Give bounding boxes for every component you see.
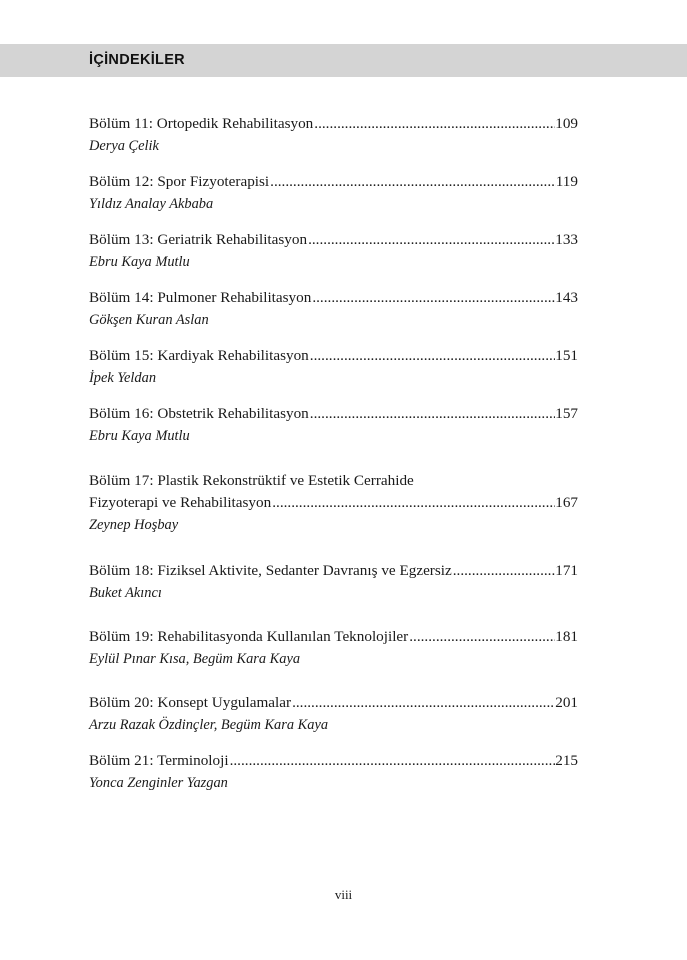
chapter-title-line1: Bölüm 17: Plastik Rekonstrüktif ve Estetik Cerrahide: [89, 472, 414, 489]
page-number: 167: [555, 494, 578, 511]
chapter-title: Bölüm 16: Obstetrik Rehabilitasyon: [89, 405, 309, 422]
page-number: 151: [555, 347, 578, 364]
toc-line: [89, 492, 578, 514]
chapter-author: Zeynep Hoşbay: [89, 517, 179, 533]
toc-line: [89, 626, 578, 648]
toc-entry-15[interactable]: [89, 345, 578, 389]
dot-leader: [291, 692, 555, 714]
toc-line: [89, 287, 578, 309]
toc-entry-12[interactable]: [89, 171, 578, 215]
page-number: 215: [555, 752, 578, 769]
dot-leader: [311, 287, 555, 309]
toc-line: [89, 345, 578, 367]
toc-entry-21[interactable]: [89, 750, 578, 794]
chapter-author: Buket Akıncı: [89, 585, 162, 601]
toc-entry-11[interactable]: [89, 113, 578, 157]
page-number: 109: [555, 115, 578, 132]
chapter-title: Bölüm 14: Pulmoner Rehabilitasyon: [89, 289, 312, 306]
toc-entry-14[interactable]: [89, 287, 578, 331]
toc-entry-16[interactable]: [89, 403, 578, 447]
chapter-title: Bölüm 13: Geriatrik Rehabilitasyon: [89, 231, 308, 248]
chapter-title: Bölüm 15: Kardiyak Rehabilitasyon: [89, 347, 309, 364]
chapter-title: Bölüm 11: Ortopedik Rehabilitasyon: [89, 115, 314, 132]
toc-entry-19[interactable]: [89, 626, 578, 670]
chapter-author: Arzu Razak Özdinçler, Begüm Kara Kaya: [89, 717, 329, 733]
page-title: İÇİNDEKİLER: [89, 52, 185, 68]
chapter-author: Derya Çelik: [89, 138, 159, 154]
dot-leader: [309, 403, 555, 425]
page-folio: viii: [334, 887, 353, 902]
dot-leader: [271, 492, 555, 514]
dot-leader: [313, 113, 555, 135]
page-number: 133: [555, 231, 578, 248]
dot-leader: [269, 171, 556, 193]
chapter-title: Bölüm 20: Konsept Uygulamalar: [89, 694, 292, 711]
chapter-title: Bölüm 19: Rehabilitasyonda Kullanılan Teknolojiler: [89, 628, 409, 645]
page-number: 171: [555, 562, 578, 579]
dot-leader: [307, 229, 555, 251]
page-number: 181: [555, 628, 578, 645]
chapter-title: Fizyoterapi ve Rehabilitasyon: [89, 494, 272, 511]
toc-line-first: [89, 470, 578, 492]
page-number: 119: [555, 173, 578, 190]
toc-line: [89, 403, 578, 425]
dot-leader: [309, 345, 555, 367]
toc-line: [89, 560, 578, 582]
toc-line: [89, 171, 578, 193]
toc-entry-18[interactable]: [89, 560, 578, 604]
toc-entry-13[interactable]: [89, 229, 578, 273]
chapter-author: İpek Yeldan: [89, 370, 157, 386]
chapter-title: Bölüm 12: Spor Fizyoterapisi: [89, 173, 270, 190]
dot-leader: [229, 750, 556, 772]
dot-leader: [408, 626, 555, 648]
chapter-author: Yonca Zenginler Yazgan: [89, 775, 228, 791]
toc-line: [89, 229, 578, 251]
chapter-author: Ebru Kaya Mutlu: [89, 428, 190, 444]
chapter-author: Gökşen Kuran Aslan: [89, 312, 209, 328]
toc-line: [89, 113, 578, 135]
toc-line: [89, 692, 578, 714]
dot-leader: [452, 560, 555, 582]
chapter-author: Ebru Kaya Mutlu: [89, 254, 190, 270]
chapter-author: Yıldız Analay Akbaba: [89, 196, 214, 212]
chapter-title: Bölüm 21: Terminoloji: [89, 752, 229, 769]
chapter-title: Bölüm 18: Fiziksel Aktivite, Sedanter Davranış ve Egzersiz: [89, 562, 452, 579]
page-number: 157: [555, 405, 578, 422]
chapter-author: Eylül Pınar Kısa, Begüm Kara Kaya: [89, 651, 301, 667]
toc-entry-17[interactable]: [89, 470, 578, 536]
page-number: 143: [555, 289, 578, 306]
toc-line: [89, 750, 578, 772]
page-number: 201: [555, 694, 578, 711]
toc-entry-20[interactable]: [89, 692, 578, 736]
